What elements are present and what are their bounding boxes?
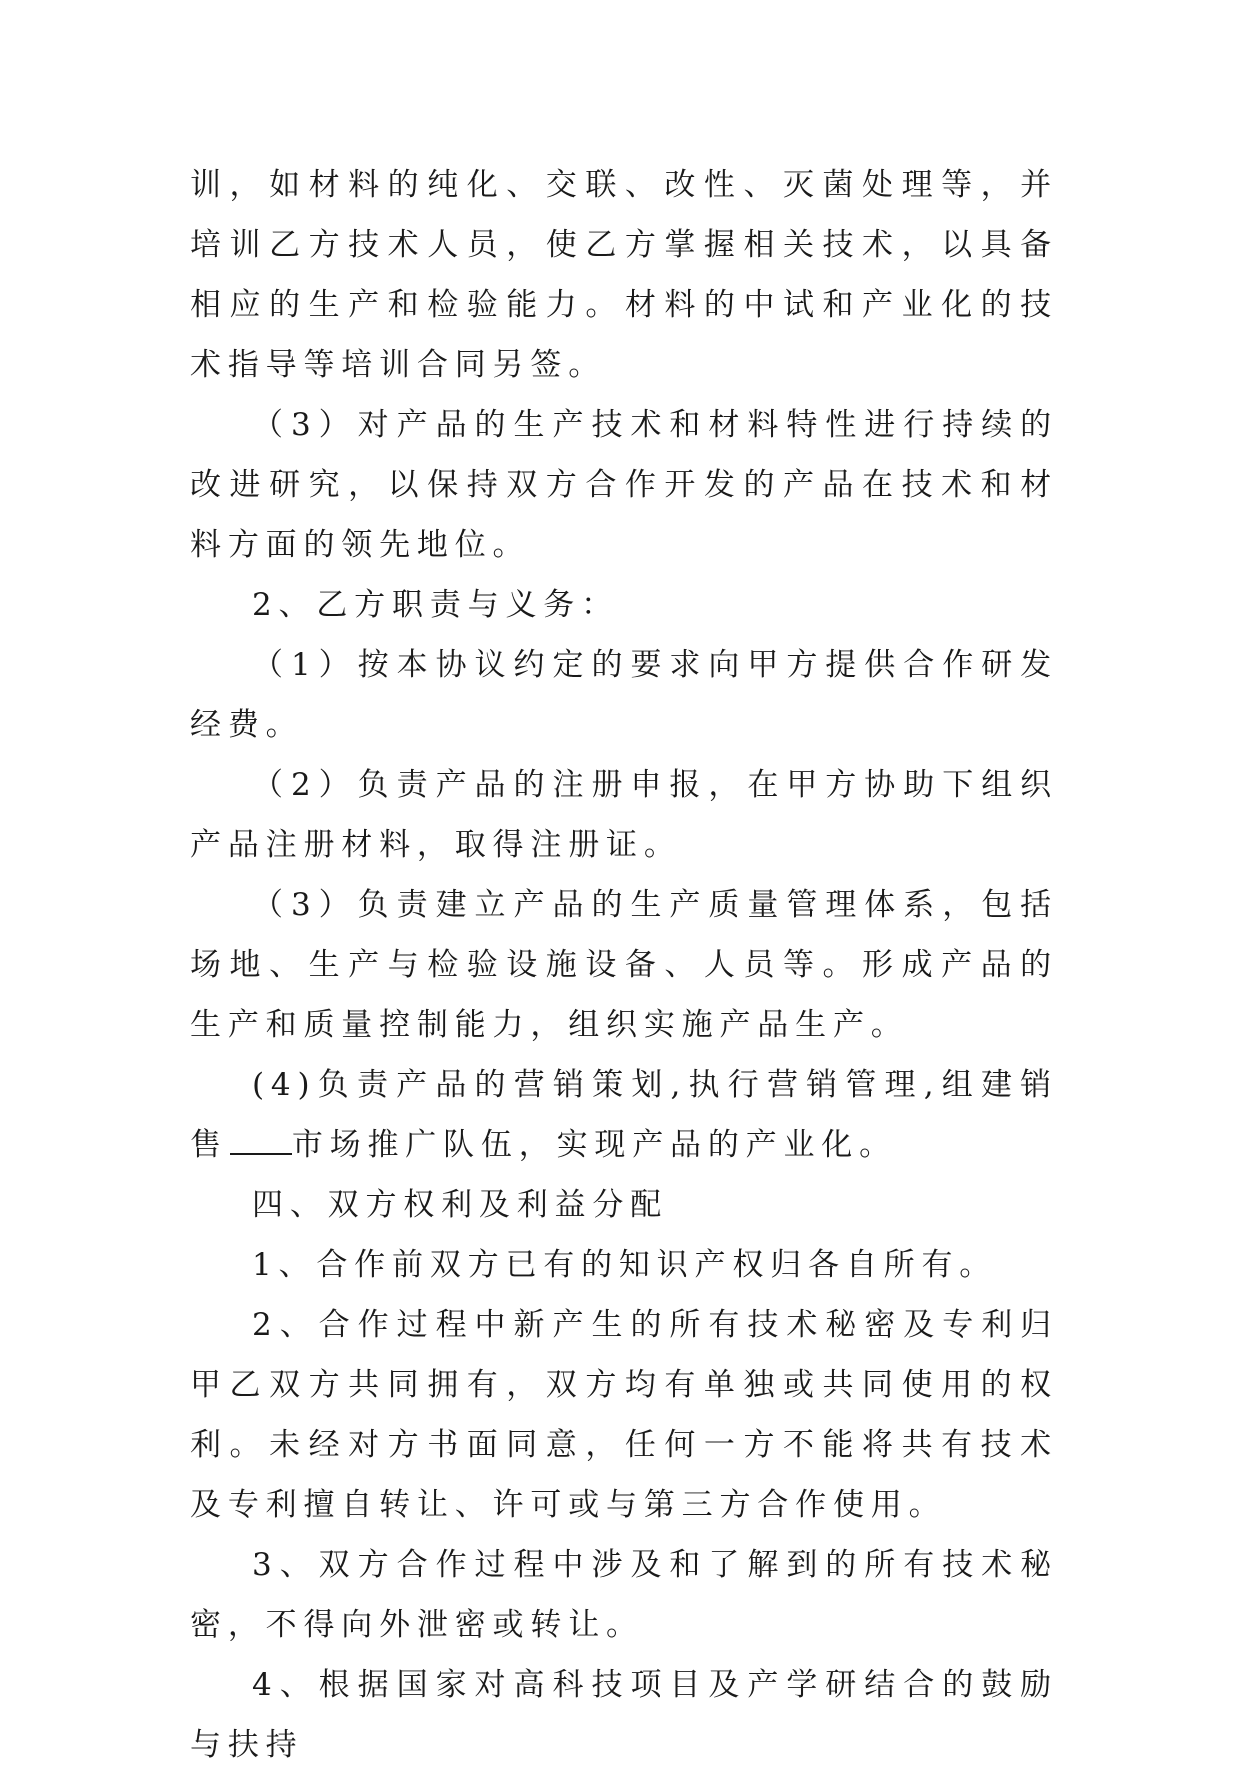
paragraph-rights-1: 1、合作前双方已有的知识产权归各自所有。 [252,1247,998,1283]
paragraph-item-3-quality: （3）负责建立产品的生产质量管理体系，包括场地、生产与检验设施设备、人员等。形成产品的生产和质量控制能力，组织实施产品生产。 [190,887,1058,1043]
paragraph-rights-3: 3、双方合作过程中涉及和了解到的所有技术秘密，不得向外泄密或转让。 [190,1547,1058,1643]
paragraph-item-1-funding: （1）按本协议约定的要求向甲方提供合作研发经费。 [190,647,1058,743]
paragraph-continuation: 训，如材料的纯化、交联、改性、灭菌处理等，并培训乙方技术人员，使乙方掌握相关技术，以具备相应的生产和检验能力。材料的中试和产业化的技术指导等培训合同另签。 [190,167,1058,383]
paragraph-item-2-registration: （2）负责产品的注册申报，在甲方协助下组织产品注册材料，取得注册证。 [190,767,1058,863]
paragraph-rights-4: 4、根据国家对高科技项目及产学研结合的鼓励与扶持 [190,1667,1058,1763]
fill-in-blank-line [230,1152,292,1155]
paragraph-item-3-research: （3）对产品的生产技术和材料特性进行持续的改进研究，以保持双方合作开发的产品在技术和材料方面的领先地位。 [190,407,1058,563]
paragraph-item-4-marketing-continued: 市场推广队伍，实现产品的产业化。 [291,1127,897,1163]
paragraph-party-b-duties-heading: 2、乙方职责与义务： [252,587,619,623]
paragraph-rights-2: 2、合作过程中新产生的所有技术秘密及专利归甲乙双方共同拥有，双方均有单独或共同使用的权利。未经对方书面同意，任何一方不能将共有技术及专利擅自转让、许可或与第三方合作使用。 [190,1307,1058,1523]
document-body [190,155,1058,1775]
section-4-heading: 四、双方权利及利益分配 [252,1187,669,1223]
paragraph-item-4-marketing [190,1055,1058,1175]
paragraph-item-4-marketing-text: (4)负责产品的营销策划,执行营销管理,组建销售 [190,1067,1058,1163]
